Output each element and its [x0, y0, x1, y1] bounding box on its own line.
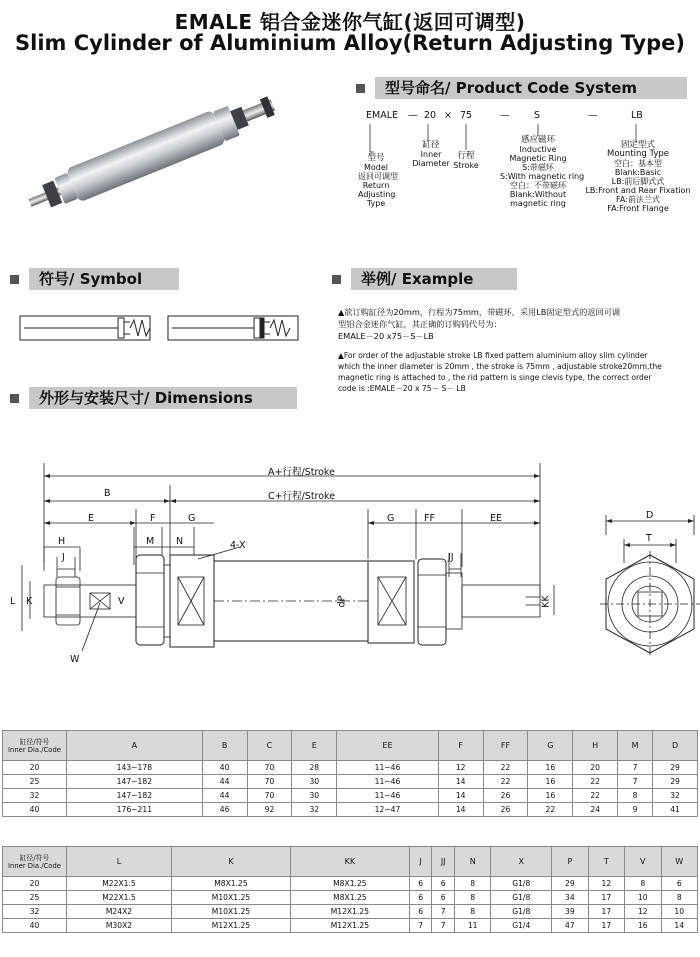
- dim-dp: dP: [336, 595, 348, 608]
- title-en: Slim Cylinder of Aluminium Alloy(Return Adjusting Type): [15, 31, 685, 55]
- dim-b: B: [104, 488, 111, 499]
- code-mounting: LB: [631, 110, 643, 121]
- example-heading: 举例/ Example: [332, 268, 517, 290]
- symbol-heading: 符号/ Symbol: [10, 268, 179, 290]
- code-model-desc: 型号 Model 返回可调型 Return Adjusting Type: [358, 153, 398, 208]
- table-row: 40 176~211 46 92 32 12~47 14 26 22 24 9 41: [3, 803, 698, 817]
- table1-header-code: 缸径/符号 Inner Dia./Code: [3, 731, 67, 761]
- code-stroke-desc: 行程 Stroke: [453, 151, 479, 170]
- dim-d: D: [646, 510, 654, 521]
- pneumatic-symbol: [18, 308, 318, 348]
- dim-w: W: [70, 654, 80, 665]
- dim-n: N: [176, 536, 184, 547]
- code-model: EMALE: [366, 110, 398, 121]
- code-magnet-desc: 感应磁环 Inductive Magnetic Ring S:带磁环 S:With magnetic ring 空白：不带磁环 Blank:Without magnetic ring: [500, 135, 585, 208]
- product-code-heading: 型号命名/ Product Code System: [356, 77, 687, 99]
- code-bore-desc: 缸径 Inner Diameter: [412, 140, 450, 168]
- dim-ff: FF: [424, 513, 435, 524]
- dim-c-stroke: C+行程/Stroke: [268, 491, 336, 502]
- table-row: 20 143~178 40 70 28 11~46 12 22 16 20 7 29: [3, 761, 698, 775]
- table-row: 25 147~182 44 70 30 11~46 14 22 16 22 7 29: [3, 775, 698, 789]
- table-row: 32 M24X2 M10X1.25 M12X1.25 6 7 8 G1/8 39 17 12 10: [3, 905, 698, 919]
- dim-ee: EE: [490, 513, 503, 524]
- dim-f: F: [150, 513, 156, 524]
- code-mounting-desc: 固定型式 Mounting Type 空白：基本型 Blank:Basic LB:前后脚式式 LB:Front and Rear Fixation FA:前法兰式 FA:Front Flange: [585, 140, 691, 213]
- dim-v: V: [118, 596, 125, 607]
- dim-h: H: [58, 536, 66, 547]
- example-en: ▲For order of the adjustable stroke LB fixed pattern aluminium alloy slim cylinder which the inner diameter is 20mm , the stroke is 75mm , adjustable stroke20mm,the magnetic ring is attached to , the rid pattern is singe clevis type, the correct order code is :EMALE－20 x 75－ S－ LB: [338, 351, 662, 393]
- dim-m: M: [146, 536, 155, 547]
- code-diagram: EMALE — 20 × 75 — S — LB: [366, 110, 643, 121]
- cylinder-photo: [12, 88, 292, 228]
- dim-g: G: [188, 513, 196, 524]
- example-cn: ▲欲订购缸径为20mm，行程为75mm，带磁环，采用LB固定型式的返回可调 型铝合金迷你气缸，其正确的订购码代号为： EMALE－20 x75－S－LB: [338, 307, 621, 341]
- dimension-table-2: 缸径/符号 Inner Dia./Code L K KK J JJ N X P T V W 20 M22X1.5 M8X1.25 M8X1.25 6 6 8 G1/8 29 12 8 6 25 M22X1.5 M10X1.25 M8X1.25 6 6 8 G1/8 34 17 10 8 32 M24X2 M10X1.25 M12X1.25 6 7 8 G1/8 39 17 12 10 40 M30X2 M12X1.25 M12X1.25 7 7 11 G1/4 47 17 16 14: [2, 846, 698, 933]
- table-row: 20 M22X1.5 M8X1.25 M8X1.25 6 6 8 G1/8 29 12 8 6: [3, 877, 698, 891]
- dim-jj: JJ: [448, 552, 454, 563]
- dimensions-heading: 外形与安装尺寸/ Dimensions: [10, 387, 297, 409]
- code-stroke: 75: [460, 110, 473, 121]
- code-magnet: S: [534, 110, 541, 121]
- table-row: 40 M30X2 M12X1.25 M12X1.25 7 7 11 G1/4 47 17 16 14: [3, 919, 698, 933]
- code-bore: 20: [424, 110, 437, 121]
- table2-header-code: 缸径/符号 Inner Dia./Code: [3, 847, 67, 877]
- dim-g-rear: G: [387, 513, 395, 524]
- dim-a-stroke: A+行程/Stroke: [268, 467, 335, 478]
- table-row: 25 M22X1.5 M10X1.25 M8X1.25 6 6 8 G1/8 34 17 10 8: [3, 891, 698, 905]
- dim-k: K: [26, 596, 33, 607]
- dim-e: E: [88, 513, 95, 524]
- dim-j: J: [62, 552, 65, 563]
- dim-kk: KK: [540, 595, 552, 608]
- dim-l: L: [10, 596, 16, 607]
- title-cn: EMALE 铝合金迷你气缸(返回可调型): [174, 10, 526, 34]
- dim-t: T: [646, 533, 652, 544]
- dim-4x: 4-X: [230, 540, 246, 551]
- table-row: 32 147~182 44 70 30 11~46 14 26 16 22 8 32: [3, 789, 698, 803]
- dimension-table-1: 缸径/符号 Inner Dia./Code A B C E EE F FF G H M D 20 143~178 40 70 28 11~46 12 22 16 20 7 29 25 147~182 44 70 30 11~46 14 22 16 22 7 29 32 147~182 44 70 30 11~46 14 26 16 22 8 32 40 176~211 46 92 32 12~47 14 26 22 24 9 41: [2, 730, 698, 817]
